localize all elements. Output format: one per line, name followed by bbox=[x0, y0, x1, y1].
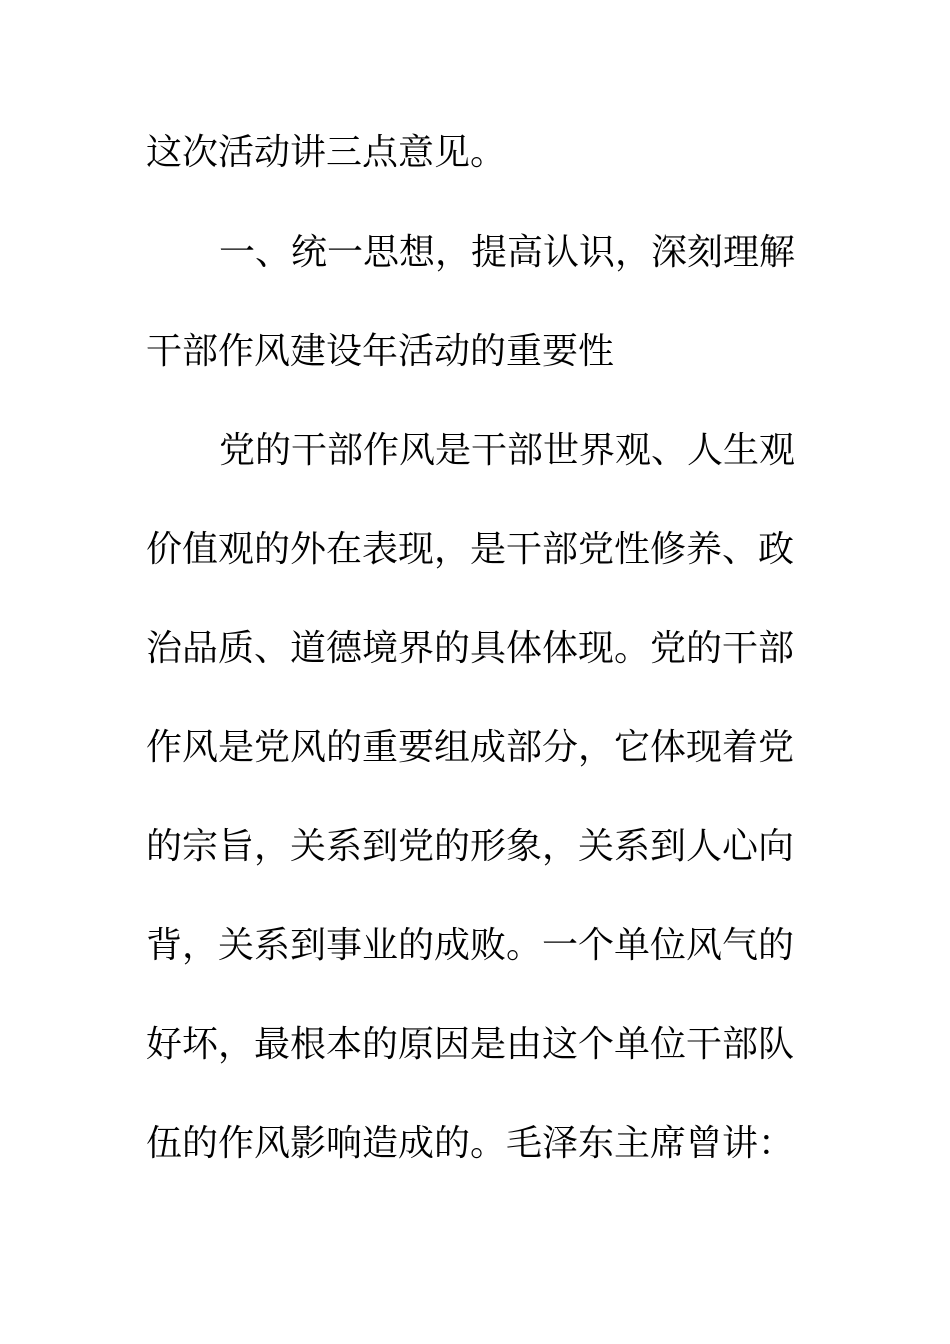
body-text-line: 的宗旨，关系到党的形象，关系到人心向 bbox=[146, 826, 795, 867]
body-text-line: 背，关系到事业的成败。一个单位风气的 bbox=[146, 925, 795, 966]
body-text-line: 这次活动讲三点意见。 bbox=[146, 132, 507, 173]
body-text-line: 治品质、道德境界的具体体现。党的干部 bbox=[146, 628, 795, 669]
body-text-line: 作风是党风的重要组成部分，它体现着党 bbox=[146, 727, 795, 768]
body-text-line: 伍的作风影响造成的。毛泽东主席曾讲： bbox=[146, 1123, 795, 1164]
section-heading-line: 干部作风建设年活动的重要性 bbox=[146, 331, 615, 372]
paragraph-first-line: 党的干部作风是干部世界观、人生观 bbox=[219, 430, 796, 471]
body-text-line: 好坏，最根本的原因是由这个单位干部队 bbox=[146, 1024, 795, 1065]
section-heading-line: 一、统一思想，提高认识，深刻理解 bbox=[219, 232, 796, 273]
body-text-line: 价值观的外在表现，是干部党性修养、政 bbox=[146, 529, 795, 570]
